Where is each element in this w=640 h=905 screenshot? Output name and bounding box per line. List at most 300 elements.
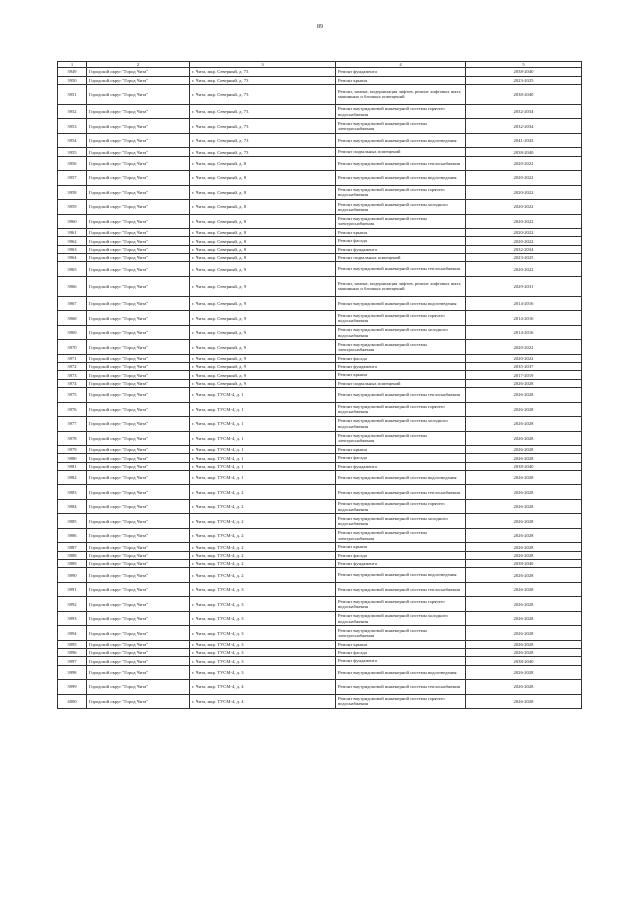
cell-number: 3987 xyxy=(58,543,87,551)
table-row xyxy=(58,214,582,229)
table-row xyxy=(58,417,582,432)
cell-number: 3993 xyxy=(58,611,87,626)
cell-work-type: Ремонт внутридомовой инженерной системы горячего водоснабжения xyxy=(336,104,466,119)
cell-number: 3976 xyxy=(58,402,87,417)
cell-municipality: Городской округ "Город Чита" xyxy=(87,454,190,462)
cell-municipality: Городской округ "Город Чита" xyxy=(87,371,190,379)
table-row xyxy=(58,371,582,379)
cell-number: 3949 xyxy=(58,68,87,76)
cell-work-type: Ремонт внутридомовой инженерной системы электроснабжения xyxy=(336,431,466,446)
cell-address: г. Чита, мкр. Северный, д. 73 xyxy=(190,148,336,156)
cell-municipality: Городской округ "Город Чита" xyxy=(87,340,190,355)
cell-number: 3994 xyxy=(58,626,87,641)
cell-municipality: Городской округ "Город Чита" xyxy=(87,148,190,156)
cell-municipality: Городской округ "Город Чита" xyxy=(87,119,190,134)
table-row xyxy=(58,611,582,626)
cell-work-type: Ремонт фасада xyxy=(336,454,466,462)
cell-number: 3982 xyxy=(58,470,87,485)
cell-address: г. Чита, мкр. ТУСМ-4, д. 1 xyxy=(190,462,336,470)
cell-municipality: Городской округ "Город Чита" xyxy=(87,388,190,403)
cell-number: 3999 xyxy=(58,680,87,695)
cell-municipality: Городской округ "Город Чита" xyxy=(87,485,190,500)
table-row xyxy=(58,680,582,695)
cell-address: г. Чита, мкр. ТУСМ-4, д. 1 xyxy=(190,431,336,446)
cell-number: 3951 xyxy=(58,84,87,104)
cell-municipality: Городской округ "Город Чита" xyxy=(87,694,190,709)
cell-address: г. Чита, мкр. Северный, д. 73 xyxy=(190,68,336,76)
header-cell-work-type: 4 xyxy=(336,62,466,68)
cell-period: 2029-2031 xyxy=(466,276,582,296)
cell-number: 3969 xyxy=(58,325,87,340)
table-row xyxy=(58,694,582,709)
table-row xyxy=(58,156,582,171)
cell-address: г. Чита, мкр. Северный, д. 8 xyxy=(190,245,336,253)
cell-address: г. Чита, мкр. ТУСМ-4, д. 1 xyxy=(190,470,336,485)
cell-work-type: Ремонт внутридомовой инженерной системы водоотведения xyxy=(336,665,466,680)
cell-municipality: Городской округ "Город Чита" xyxy=(87,582,190,597)
cell-address: г. Чита, мкр. ТУСМ-4, д. 1 xyxy=(190,446,336,454)
cell-municipality: Городской округ "Город Чита" xyxy=(87,311,190,326)
cell-work-type: Ремонт фундамента xyxy=(336,657,466,665)
cell-work-type: Ремонт внутридомовой инженерной системы водоотведения xyxy=(336,568,466,583)
cell-period: 2020-2022 xyxy=(466,200,582,215)
table-row xyxy=(58,104,582,119)
table-row xyxy=(58,462,582,470)
cell-period: 2020-2022 xyxy=(466,229,582,237)
cell-period: 2035-2037 xyxy=(466,363,582,371)
cell-municipality: Городской округ "Город Чита" xyxy=(87,514,190,529)
cell-work-type: Ремонт внутридомовой инженерной системы электроснабжения xyxy=(336,626,466,641)
table-row xyxy=(58,499,582,514)
cell-number: 3952 xyxy=(58,104,87,119)
cell-period: 2026-2028 xyxy=(466,626,582,641)
cell-period: 2026-2028 xyxy=(466,499,582,514)
cell-municipality: Городской округ "Город Чита" xyxy=(87,156,190,171)
table-row xyxy=(58,84,582,104)
table-row xyxy=(58,551,582,559)
cell-municipality: Городской округ "Город Чита" xyxy=(87,611,190,626)
cell-municipality: Городской округ "Город Чита" xyxy=(87,185,190,200)
cell-number: 3962 xyxy=(58,237,87,245)
cell-period: 2032-2034 xyxy=(466,104,582,119)
cell-address: г. Чита, мкр. ТУСМ-4, д. 4 xyxy=(190,694,336,709)
table-row xyxy=(58,229,582,237)
cell-address: г. Чита, мкр. Северный, д. 9 xyxy=(190,354,336,362)
cell-number: 3967 xyxy=(58,296,87,311)
cell-number: 3996 xyxy=(58,649,87,657)
cell-address: г. Чита, мкр. Северный, д. 9 xyxy=(190,371,336,379)
cell-work-type: Ремонт фасада xyxy=(336,354,466,362)
cell-period: 2026-2028 xyxy=(466,514,582,529)
cell-address: г. Чита, мкр. Северный, д. 8 xyxy=(190,171,336,186)
cell-number: 3980 xyxy=(58,454,87,462)
table-row xyxy=(58,254,582,262)
cell-work-type: Ремонт крыши xyxy=(336,446,466,454)
cell-period: 2026-2028 xyxy=(466,640,582,648)
cell-work-type: Ремонт внутридомовой инженерной системы горячего водоснабжения xyxy=(336,694,466,709)
table-row xyxy=(58,543,582,551)
cell-address: г. Чита, мкр. Северный, д. 9 xyxy=(190,363,336,371)
table-row xyxy=(58,325,582,340)
cell-number: 3989 xyxy=(58,560,87,568)
cell-number: 3997 xyxy=(58,657,87,665)
table-row xyxy=(58,311,582,326)
cell-municipality: Городской округ "Город Чита" xyxy=(87,560,190,568)
cell-address: г. Чита, мкр. Северный, д. 8 xyxy=(190,229,336,237)
cell-address: г. Чита, мкр. Северный, д. 8 xyxy=(190,200,336,215)
cell-work-type: Ремонт фундамента xyxy=(336,68,466,76)
table-row xyxy=(58,454,582,462)
cell-municipality: Городской округ "Город Чита" xyxy=(87,431,190,446)
cell-number: 3954 xyxy=(58,133,87,148)
table-row xyxy=(58,171,582,186)
table-row xyxy=(58,133,582,148)
table-row xyxy=(58,245,582,253)
cell-work-type: Ремонт, замена, модернизация лифтов, ремонт лифтовых шахт, машинных и блочных помещений xyxy=(336,276,466,296)
cell-municipality: Городской округ "Город Чита" xyxy=(87,680,190,695)
cell-municipality: Городской округ "Город Чита" xyxy=(87,363,190,371)
cell-period: 2020-2022 xyxy=(466,185,582,200)
cell-work-type: Ремонт внутридомовой инженерной системы теплоснабжения xyxy=(336,680,466,695)
cell-period: 2026-2028 xyxy=(466,551,582,559)
cell-number: 3984 xyxy=(58,499,87,514)
cell-municipality: Городской округ "Город Чита" xyxy=(87,597,190,612)
cell-number: 3979 xyxy=(58,446,87,454)
table-row xyxy=(58,148,582,156)
cell-municipality: Городской округ "Город Чита" xyxy=(87,171,190,186)
cell-number: 3988 xyxy=(58,551,87,559)
cell-address: г. Чита, мкр. Северный, д. 9 xyxy=(190,311,336,326)
cell-work-type: Ремонт внутридомовой инженерной системы водоотведения xyxy=(336,296,466,311)
cell-municipality: Городской округ "Город Чита" xyxy=(87,417,190,432)
cell-address: г. Чита, мкр. ТУСМ-4, д. 3 xyxy=(190,626,336,641)
cell-period: 2032-2034 xyxy=(466,119,582,134)
table-row xyxy=(58,200,582,215)
cell-number: 3970 xyxy=(58,340,87,355)
cell-number: 3963 xyxy=(58,245,87,253)
cell-address: г. Чита, мкр. ТУСМ-4, д. 2 xyxy=(190,568,336,583)
cell-address: г. Чита, мкр. ТУСМ-4, д. 2 xyxy=(190,528,336,543)
cell-address: г. Чита, мкр. ТУСМ-4, д. 2 xyxy=(190,499,336,514)
cell-address: г. Чита, мкр. ТУСМ-4, д. 3 xyxy=(190,665,336,680)
cell-number: 3960 xyxy=(58,214,87,229)
table-row xyxy=(58,626,582,641)
cell-municipality: Городской округ "Город Чита" xyxy=(87,499,190,514)
cell-municipality: Городской округ "Город Чита" xyxy=(87,551,190,559)
page-number: 89 xyxy=(317,24,323,30)
table-row xyxy=(58,514,582,529)
cell-work-type: Ремонт внутридомовой инженерной системы горячего водоснабжения xyxy=(336,311,466,326)
cell-address: г. Чита, мкр. ТУСМ-4, д. 4 xyxy=(190,680,336,695)
cell-period: 2023-2025 xyxy=(466,76,582,84)
cell-municipality: Городской округ "Город Чита" xyxy=(87,229,190,237)
cell-work-type: Ремонт внутридомовой инженерной системы водоотведения xyxy=(336,133,466,148)
cell-period: 2026-2028 xyxy=(466,543,582,551)
table-row xyxy=(58,68,582,76)
cell-address: г. Чита, мкр. Северный, д. 9 xyxy=(190,340,336,355)
cell-number: 3953 xyxy=(58,119,87,134)
cell-period: 2026-2028 xyxy=(466,582,582,597)
cell-period: 2020-2022 xyxy=(466,354,582,362)
cell-number: 3972 xyxy=(58,363,87,371)
cell-address: г. Чита, мкр. ТУСМ-4, д. 1 xyxy=(190,402,336,417)
cell-work-type: Ремонт внутридомовой инженерной системы теплоснабжения xyxy=(336,156,466,171)
cell-period: 2026-2028 xyxy=(466,528,582,543)
cell-period: 2020-2022 xyxy=(466,156,582,171)
cell-number: 3961 xyxy=(58,229,87,237)
cell-municipality: Городской округ "Город Чита" xyxy=(87,543,190,551)
cell-number: 3973 xyxy=(58,371,87,379)
cell-number: 3992 xyxy=(58,597,87,612)
cell-address: г. Чита, мкр. Северный, д. 73 xyxy=(190,119,336,134)
cell-period: 2038-2040 xyxy=(466,657,582,665)
cell-work-type: Ремонт внутридомовой инженерной системы водоотведения xyxy=(336,470,466,485)
cell-work-type: Ремонт крыши xyxy=(336,229,466,237)
cell-work-type: Ремонт подвальных помещений xyxy=(336,148,466,156)
table-row xyxy=(58,185,582,200)
cell-work-type: Ремонт внутридомовой инженерной системы горячего водоснабжения xyxy=(336,597,466,612)
cell-municipality: Городской округ "Город Чита" xyxy=(87,354,190,362)
cell-municipality: Городской округ "Город Чита" xyxy=(87,649,190,657)
table-row xyxy=(58,582,582,597)
cell-number: 3975 xyxy=(58,388,87,403)
cell-municipality: Городской округ "Город Чита" xyxy=(87,276,190,296)
cell-number: 3959 xyxy=(58,200,87,215)
cell-period: 2026-2028 xyxy=(466,402,582,417)
cell-number: 3974 xyxy=(58,379,87,387)
table-row xyxy=(58,354,582,362)
cell-number: 3995 xyxy=(58,640,87,648)
cell-number: 3950 xyxy=(58,76,87,84)
cell-address: г. Чита, мкр. Северный, д. 9 xyxy=(190,262,336,277)
cell-work-type: Ремонт внутридомовой инженерной системы теплоснабжения xyxy=(336,485,466,500)
cell-municipality: Городской округ "Город Чита" xyxy=(87,325,190,340)
cell-period: 2026-2028 xyxy=(466,470,582,485)
cell-period: 2020-2022 xyxy=(466,237,582,245)
cell-address: г. Чита, мкр. ТУСМ-4, д. 1 xyxy=(190,417,336,432)
cell-municipality: Городской округ "Город Чита" xyxy=(87,133,190,148)
cell-work-type: Ремонт подвальных помещений xyxy=(336,379,466,387)
cell-address: г. Чита, мкр. Северный, д. 8 xyxy=(190,237,336,245)
cell-period: 2026-2028 xyxy=(466,665,582,680)
cell-municipality: Городской округ "Город Чита" xyxy=(87,245,190,253)
cell-work-type: Ремонт фундамента xyxy=(336,245,466,253)
cell-address: г. Чита, мкр. ТУСМ-4, д. 3 xyxy=(190,611,336,626)
cell-number: 3985 xyxy=(58,514,87,529)
table-row xyxy=(58,296,582,311)
cell-address: г. Чита, мкр. Северный, д. 73 xyxy=(190,104,336,119)
cell-address: г. Чита, мкр. ТУСМ-4, д. 2 xyxy=(190,560,336,568)
table-row xyxy=(58,665,582,680)
cell-work-type: Ремонт внутридомовой инженерной системы теплоснабжения xyxy=(336,262,466,277)
cell-number: 3986 xyxy=(58,528,87,543)
cell-address: г. Чита, мкр. Северный, д. 73 xyxy=(190,84,336,104)
cell-period: 2026-2028 xyxy=(466,485,582,500)
cell-address: г. Чита, мкр. ТУСМ-4, д. 3 xyxy=(190,640,336,648)
cell-period: 2026-2028 xyxy=(466,597,582,612)
cell-period: 2020-2022 xyxy=(466,214,582,229)
table-row xyxy=(58,119,582,134)
cell-address: г. Чита, мкр. ТУСМ-4, д. 2 xyxy=(190,485,336,500)
cell-number: 3957 xyxy=(58,171,87,186)
cell-work-type: Ремонт фундамента xyxy=(336,462,466,470)
cell-period: 2014-2016 xyxy=(466,311,582,326)
cell-number: 3978 xyxy=(58,431,87,446)
cell-work-type: Ремонт, замена, модернизация лифтов, ремонт лифтовых шахт, машинных и блочных помещений xyxy=(336,84,466,104)
cell-period: 2023-2025 xyxy=(466,254,582,262)
cell-period: 2038-2040 xyxy=(466,148,582,156)
cell-number: 3998 xyxy=(58,665,87,680)
cell-period: 2026-2028 xyxy=(466,379,582,387)
cell-municipality: Городской округ "Город Чита" xyxy=(87,84,190,104)
cell-work-type: Ремонт крыши xyxy=(336,76,466,84)
cell-work-type: Ремонт подвальных помещений xyxy=(336,254,466,262)
cell-work-type: Ремонт внутридомовой инженерной системы водоотведения xyxy=(336,171,466,186)
cell-period: 2026-2028 xyxy=(466,388,582,403)
cell-period: 2014-2016 xyxy=(466,296,582,311)
cell-work-type: Ремонт внутридомовой инженерной системы горячего водоснабжения xyxy=(336,185,466,200)
table-row xyxy=(58,568,582,583)
cell-address: г. Чита, мкр. ТУСМ-4, д. 3 xyxy=(190,582,336,597)
cell-address: г. Чита, мкр. Северный, д. 9 xyxy=(190,296,336,311)
cell-work-type: Ремонт внутридомовой инженерной системы холодного водоснабжения xyxy=(336,611,466,626)
cell-period: 2014-2016 xyxy=(466,325,582,340)
cell-municipality: Городской округ "Город Чита" xyxy=(87,76,190,84)
cell-period: 2026-2028 xyxy=(466,649,582,657)
table-row xyxy=(58,640,582,648)
cell-number: 3958 xyxy=(58,185,87,200)
cell-municipality: Городской округ "Город Чита" xyxy=(87,470,190,485)
cell-period: 2026-2028 xyxy=(466,417,582,432)
cell-municipality: Городской округ "Город Чита" xyxy=(87,568,190,583)
cell-period: 2038-2040 xyxy=(466,84,582,104)
cell-address: г. Чита, мкр. ТУСМ-4, д. 3 xyxy=(190,597,336,612)
cell-period: 2026-2028 xyxy=(466,446,582,454)
cell-number: 3956 xyxy=(58,156,87,171)
cell-number: 3964 xyxy=(58,254,87,262)
cell-municipality: Городской округ "Город Чита" xyxy=(87,68,190,76)
cell-municipality: Городской округ "Город Чита" xyxy=(87,665,190,680)
cell-work-type: Ремонт внутридомовой инженерной системы холодного водоснабжения xyxy=(336,325,466,340)
cell-municipality: Городской округ "Город Чита" xyxy=(87,528,190,543)
cell-address: г. Чита, мкр. Северный, д. 8 xyxy=(190,185,336,200)
cell-municipality: Городской округ "Город Чита" xyxy=(87,200,190,215)
cell-municipality: Городской округ "Город Чита" xyxy=(87,446,190,454)
cell-period: 2026-2028 xyxy=(466,454,582,462)
cell-work-type: Ремонт внутридомовой инженерной системы горячего водоснабжения xyxy=(336,499,466,514)
cell-work-type: Ремонт внутридомовой инженерной системы электроснабжения xyxy=(336,340,466,355)
cell-address: г. Чита, мкр. ТУСМ-4, д. 3 xyxy=(190,649,336,657)
cell-period: 2038-2040 xyxy=(466,462,582,470)
cell-period: 2026-2028 xyxy=(466,568,582,583)
table-row xyxy=(58,340,582,355)
header-cell-number: 1 xyxy=(58,62,87,68)
cell-work-type: Ремонт внутридомовой инженерной системы электроснабжения xyxy=(336,214,466,229)
cell-work-type: Ремонт внутридомовой инженерной системы холодного водоснабжения xyxy=(336,417,466,432)
cell-number: 3966 xyxy=(58,276,87,296)
cell-work-type: Ремонт крыши xyxy=(336,371,466,379)
cell-address: г. Чита, мкр. ТУСМ-4, д. 1 xyxy=(190,388,336,403)
cell-number: 3983 xyxy=(58,485,87,500)
cell-period: 2041-2043 xyxy=(466,133,582,148)
table-row xyxy=(58,431,582,446)
cell-municipality: Городской округ "Город Чита" xyxy=(87,462,190,470)
cell-work-type: Ремонт фундамента xyxy=(336,363,466,371)
cell-address: г. Чита, мкр. Северный, д. 8 xyxy=(190,254,336,262)
cell-work-type: Ремонт внутридомовой инженерной системы теплоснабжения xyxy=(336,582,466,597)
cell-address: г. Чита, мкр. Северный, д. 73 xyxy=(190,133,336,148)
repair-schedule-table xyxy=(57,61,582,709)
table-row xyxy=(58,363,582,371)
cell-address: г. Чита, мкр. ТУСМ-4, д. 2 xyxy=(190,551,336,559)
cell-number: 3968 xyxy=(58,311,87,326)
cell-municipality: Городской округ "Город Чита" xyxy=(87,379,190,387)
table-row xyxy=(58,597,582,612)
cell-period: 2038-2040 xyxy=(466,560,582,568)
header-cell-period: 5 xyxy=(466,62,582,68)
cell-period: 2020-2022 xyxy=(466,340,582,355)
cell-municipality: Городской округ "Город Чита" xyxy=(87,626,190,641)
table-row xyxy=(58,470,582,485)
cell-period: 2026-2028 xyxy=(466,694,582,709)
cell-work-type: Ремонт внутридомовой инженерной системы холодного водоснабжения xyxy=(336,200,466,215)
cell-work-type: Ремонт фундамента xyxy=(336,560,466,568)
cell-municipality: Городской округ "Город Чита" xyxy=(87,104,190,119)
cell-work-type: Ремонт внутридомовой инженерной системы холодного водоснабжения xyxy=(336,514,466,529)
cell-number: 3955 xyxy=(58,148,87,156)
table-row xyxy=(58,379,582,387)
cell-period: 2017-2019 xyxy=(466,371,582,379)
table-row xyxy=(58,485,582,500)
cell-period: 2020-2022 xyxy=(466,262,582,277)
cell-period: 2026-2028 xyxy=(466,431,582,446)
cell-work-type: Ремонт внутридомовой инженерной системы теплоснабжения xyxy=(336,388,466,403)
cell-address: г. Чита, мкр. ТУСМ-4, д. 2 xyxy=(190,514,336,529)
cell-work-type: Ремонт крыши xyxy=(336,640,466,648)
cell-address: г. Чита, мкр. Северный, д. 9 xyxy=(190,379,336,387)
cell-number: 3991 xyxy=(58,582,87,597)
cell-work-type: Ремонт фасада xyxy=(336,237,466,245)
cell-municipality: Городской округ "Город Чита" xyxy=(87,254,190,262)
header-cell-address: 3 xyxy=(190,62,336,68)
cell-address: г. Чита, мкр. ТУСМ-4, д. 1 xyxy=(190,454,336,462)
cell-work-type: Ремонт внутридомовой инженерной системы электроснабжения xyxy=(336,119,466,134)
cell-municipality: Городской округ "Город Чита" xyxy=(87,214,190,229)
cell-work-type: Ремонт фасада xyxy=(336,649,466,657)
header-cell-municipality: 2 xyxy=(87,62,190,68)
cell-municipality: Городской округ "Город Чита" xyxy=(87,657,190,665)
cell-address: г. Чита, мкр. Северный, д. 9 xyxy=(190,276,336,296)
cell-number: 4000 xyxy=(58,694,87,709)
table-row xyxy=(58,402,582,417)
cell-address: г. Чита, мкр. Северный, д. 73 xyxy=(190,76,336,84)
table-row xyxy=(58,276,582,296)
cell-address: г. Чита, мкр. Северный, д. 8 xyxy=(190,214,336,229)
cell-work-type: Ремонт крыши xyxy=(336,543,466,551)
cell-period: 2032-2034 xyxy=(466,245,582,253)
cell-number: 3965 xyxy=(58,262,87,277)
cell-number: 3977 xyxy=(58,417,87,432)
cell-address: г. Чита, мкр. ТУСМ-4, д. 3 xyxy=(190,657,336,665)
cell-municipality: Городской округ "Город Чита" xyxy=(87,237,190,245)
cell-municipality: Городской округ "Город Чита" xyxy=(87,640,190,648)
cell-address: г. Чита, мкр. ТУСМ-4, д. 2 xyxy=(190,543,336,551)
cell-work-type: Ремонт внутридомовой инженерной системы электроснабжения xyxy=(336,528,466,543)
cell-period: 2020-2022 xyxy=(466,171,582,186)
cell-address: г. Чита, мкр. Северный, д. 8 xyxy=(190,156,336,171)
table-row xyxy=(58,657,582,665)
cell-period: 2038-2040 xyxy=(466,68,582,76)
